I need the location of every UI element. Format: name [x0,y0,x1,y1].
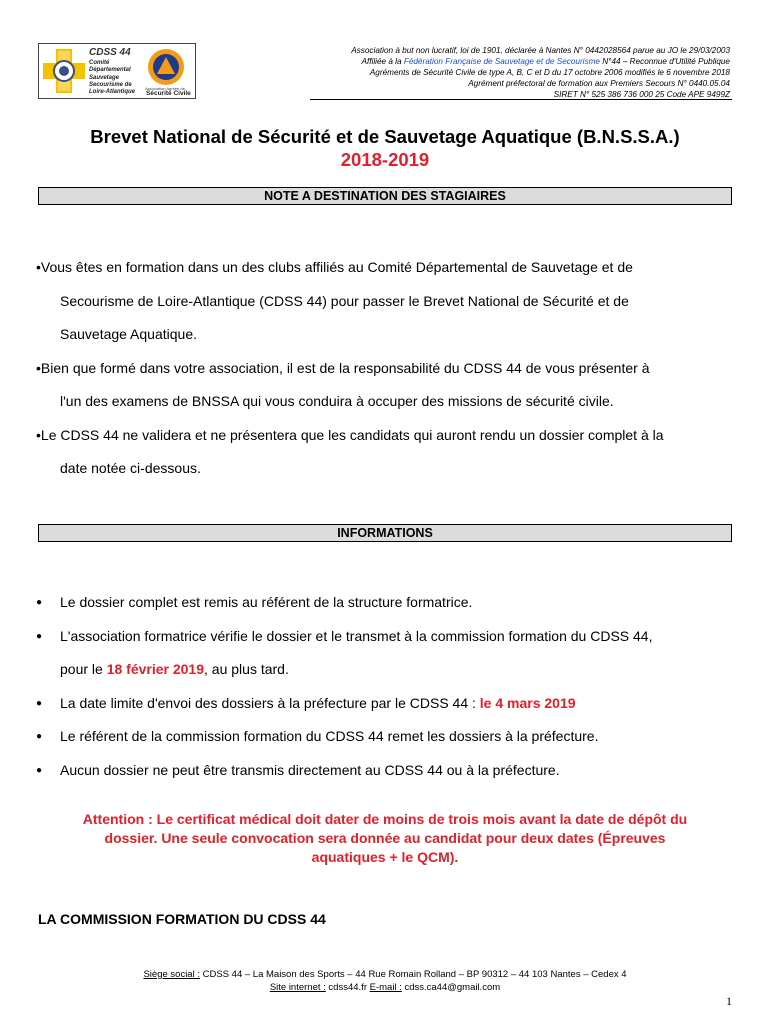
list-item: ● La date limite d'envoi des dossiers à la préfecture par le CDSS 44 : le 4 mars 2019 [36,687,736,721]
email-link[interactable]: cdss.ca44@gmail.com [401,981,501,993]
assoc-line-4: Agrément préfectoral de formation aux Premiers Secours N° 0440.05.04 [468,79,730,88]
pc-caption: Sécurité Civile [146,90,191,97]
bullet-icon: ● [36,764,43,776]
footer [0,969,770,994]
civil-protection-icon [147,48,185,86]
list-item: •Le CDSS 44 ne validera et ne présentera que les candidats qui auront rendu un dossier complet à la date notée ci-dessous. [36,426,664,476]
assoc-line-2: Affiliée à la Fédération Française de Sauvetage et de Secourisme N°44 – Reconnue d'Utilité Publique [361,57,730,66]
header-divider [310,99,732,100]
lifeguard-cross-icon [42,47,86,95]
association-info [260,45,730,100]
bullet-icon: • [36,426,41,443]
list-item: ● Le référent de la commission formation du CDSS 44 remet les dossiers à la préfecture. [36,720,736,754]
website-link[interactable]: cdss44.fr [325,981,370,993]
assoc-line-1: Association à but non lucratif, loi de 1901, déclarée à Nantes N° 0442028564 parue au JO le 29/03/2003 [351,46,730,55]
title-main: Brevet National de Sécurité et de Sauvetage Aquatique (B.N.S.S.A.) [90,126,680,147]
note-section-heading: NOTE A DESTINATION DES STAGIAIRES [38,187,732,205]
footer-contact [0,982,770,995]
page-number: 1 [726,994,732,1008]
bullet-icon: • [36,259,41,275]
info-section-heading: INFORMATIONS [38,524,732,542]
assoc-line-5: SIRET N° 525 386 736 000 25 Code APE 9499Z [553,90,730,99]
attention-notice: Attention : Le certificat médical doit dater de moins de trois mois avant la date de dépôt du dossier. Une seule convocation sera donnée au candidat pour deux dates (Épreuves aquatiques + le QCM). [82,811,688,865]
list-item: ● L'association formatrice vérifie le dossier et le transmet à la commission formation du CDSS 44, pour le 18 février 2019, au plus tard. [36,620,736,687]
title-year: 2018-2019 [340,149,430,170]
deadline-date-2: le 4 mars 2019 [479,694,576,711]
signature: LA COMMISSION FORMATION DU CDSS 44 [38,911,326,927]
bullet-icon: ● [36,697,43,709]
info-list [36,586,736,787]
list-item: •Vous êtes en formation dans un des clubs affiliés au Comité Départemental de Sauvetage et de Secourisme de Loire-Atlantique (CDSS 44) pour passer le Brevet National de Sécurité et de Sauvetage Aquatique. [36,259,633,342]
bullet-icon: ● [36,597,43,608]
list-item: •Bien que formé dans votre association, il est de la responsabilité du CDSS 44 de vous présenter à l'un des examens de BNSSA qui vous conduira à occuper des missions de sécurité civile. [36,359,650,409]
bullet-icon: ● [36,731,43,742]
bullet-icon: • [36,359,41,376]
logo-title: CDSS 44 [89,47,131,58]
list-item: ● Le dossier complet est remis au référent de la structure formatrice. [36,586,736,620]
footer-address: Siège social : CDSS 44 – La Maison des Sports – 44 Rue Romain Rolland – BP 90312 – 44 103 Nantes – Cedex 4 [143,969,627,980]
website-label: Site internet : [269,981,326,993]
bullet-icon: ● [36,630,43,642]
logo-subtitle: Comité Départemental Sauvetage Secourisme de Loire-Atlantique [89,60,135,96]
deadline-date-1: 18 février 2019 [106,661,205,677]
email-label: E-mail : [369,981,402,993]
assoc-line-3: Agréments de Sécurité Civile de type A, B, C et D du 17 octobre 2006 modifiés le 6 novembre 2018 [369,68,730,77]
pc-caption-small: Association Agréée de [145,86,185,91]
page-title [0,125,770,171]
list-item: ● Aucun dossier ne peut être transmis directement au CDSS 44 ou à la préfecture. [36,754,736,788]
cdss44-logo [38,43,196,99]
note-list [36,251,736,486]
federation-name: Fédération Française de Sauvetage et de Secourisme [403,57,600,66]
